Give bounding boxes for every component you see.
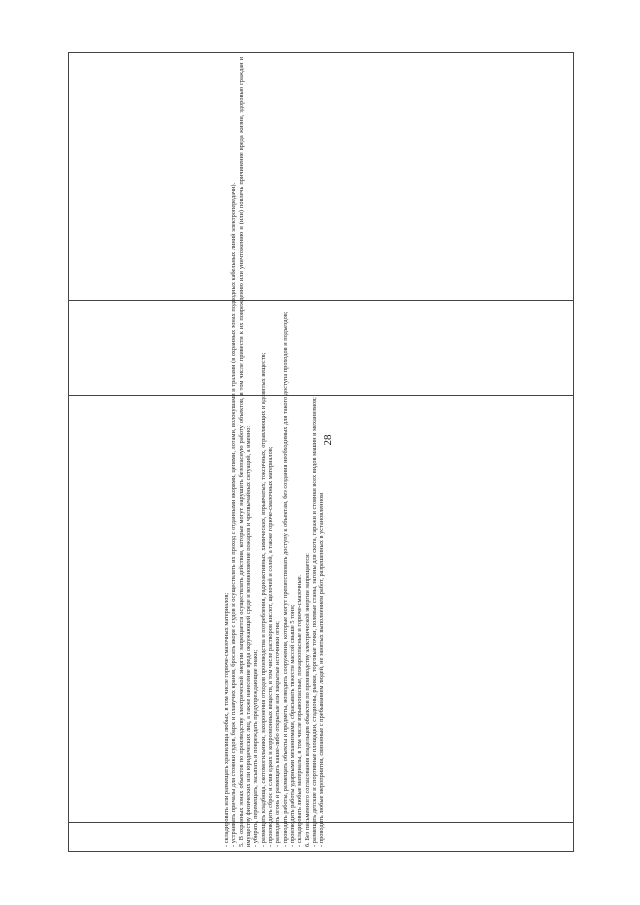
paragraph: - проводить работы, размещать объекты и предметы, возводить сооружения, которые могут препятствовать доступу к объектам, без создания необходимых для такого доступа проходов и подъездов; [281,311,289,847]
paragraph: - размещать кладбища, скотомогильники, захоронения отходов производства и потребления, радиоактивных, химических, взрывчатых, токсичных, отравляющих и ядовитых веществ; [259,352,267,847]
paragraph: 5. В охранных зонах объектов по производству электрической энергии запрещается осуществлять действия, которые могут нарушить безопасную работу объектов, в том числе привести к их повреждению или уничтожению и (или) повлечь причинение вреда жизни, здоровью граждан и имуществу физических или юридических лиц, а также нанесение вреда окружающей среде и возникновение пожаров и чрезвычайных ситуаций, а именно: [237,57,253,847]
paragraph: - производить работы ударными механизмами, сбрасывать тяжести массой свыше 5 тонн; [289,604,297,847]
paragraph: - проводить любые мероприятия, связанные с пребыванием людей, не занятых выполнением работ, разрешенных в установленном [318,492,326,847]
paragraph: - размещать детские и спортивные площадки, стадионы, рынки, торговые точки, полевые станы, загоны для скота, гаражи и стоянки всех видов машин и механизмов; [311,397,319,847]
paragraph: - разводить огонь и размещать какие-либо открытые или закрытые источники огня; [274,621,282,847]
rotated-text-block [223,53,326,851]
paragraph: - складировать любые материалы, в том числе взрывоопасные, пожароопасные и горюче-смазочные. [296,574,304,847]
body-text [223,53,326,851]
paragraph: - устраивать причалы для стоянки судов, барж и плавучих кранов, бросать якоря с судов и осуществлять их проход с отданными якорями, цепями, лотами, волокушами и тралами (в охранных зонах подводных кабельных линий электропередачи). [230,182,238,847]
paragraph: - производить сброс и слив едких и коррозионных веществ, в том числе растворов кислот, щелочей и солей, а также горюче-смазочных материалов; [267,446,275,847]
paragraph: - складировать или размещать хранилища любых, в том числе горюче-смазочных материалов; [223,592,230,847]
page-number: 28 [322,434,334,446]
paragraph: - убирать, перемещать, засыпать и повреждать предупреждающие знаки; [252,649,260,847]
paragraph: 6. Без письменного согласования владельцев объектов по производству электрической энергии запрещается: [303,553,311,847]
